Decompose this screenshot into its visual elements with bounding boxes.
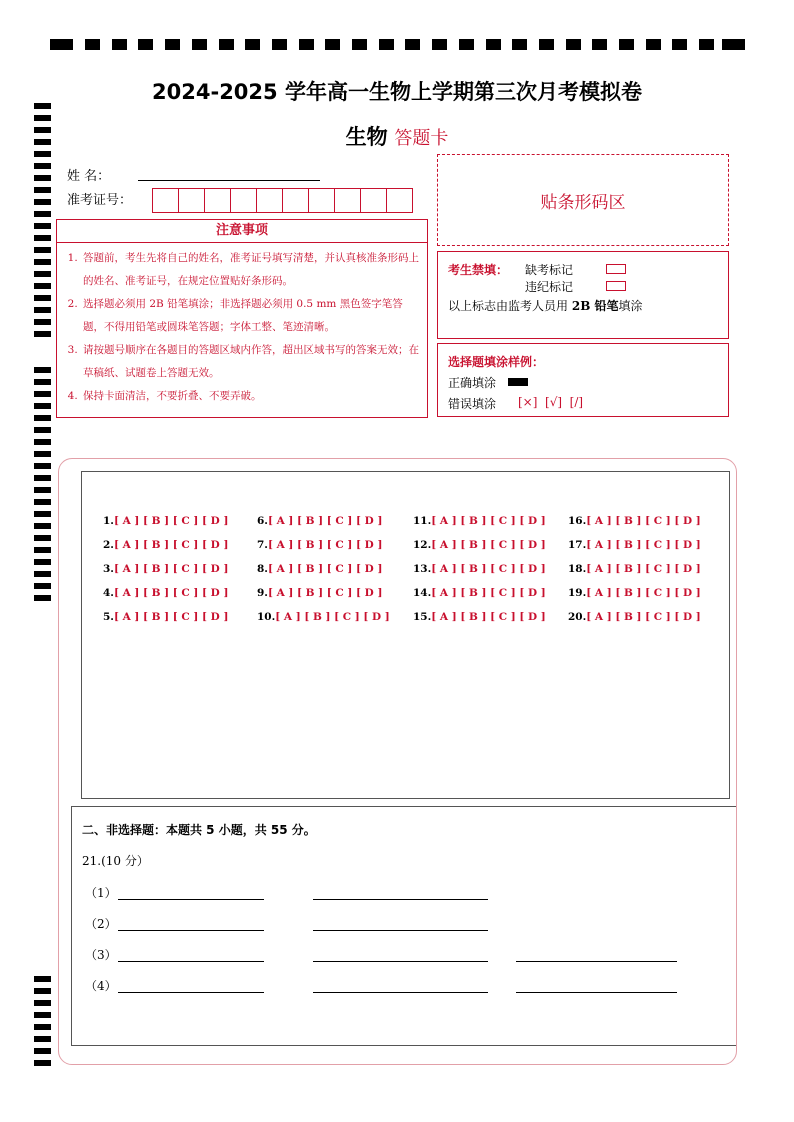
forbid-note-prefix: 以上标志由监考人员用 xyxy=(448,299,569,313)
answer-line[interactable] xyxy=(118,992,264,993)
sample-title: 选择题填涂样例： xyxy=(448,355,545,369)
violation-mark-box[interactable] xyxy=(606,281,626,291)
question-number: 1. xyxy=(103,515,114,527)
choice-options[interactable]: [ A ] [ B ] [ C ] [ D ] xyxy=(267,563,383,575)
timing-mark xyxy=(34,151,51,157)
timing-mark xyxy=(432,39,447,50)
timing-mark xyxy=(245,39,260,50)
barcode-area xyxy=(437,154,729,246)
answer-line[interactable] xyxy=(516,992,677,993)
timing-mark xyxy=(379,39,394,50)
timing-mark xyxy=(34,283,51,289)
forbid-note-bold: 2B 铅笔 xyxy=(571,299,619,313)
choice-question-1[interactable] xyxy=(103,515,228,527)
answer-line[interactable] xyxy=(118,961,264,962)
choice-options[interactable]: [ A ] [ B ] [ C ] [ D ] xyxy=(113,563,229,575)
choice-question-10[interactable] xyxy=(257,611,390,623)
timing-mark xyxy=(34,271,51,277)
timing-mark xyxy=(352,39,367,50)
question-number: 3. xyxy=(103,563,114,575)
id-digit-box[interactable] xyxy=(308,188,335,213)
timing-mark xyxy=(34,1048,51,1054)
timing-mark xyxy=(34,163,51,169)
barcode-label: 贴条形码区 xyxy=(540,192,626,213)
choice-options[interactable]: [ A ] [ B ] [ C ] [ D ] xyxy=(267,587,383,599)
choice-options[interactable]: [ A ] [ B ] [ C ] [ D ] xyxy=(586,611,701,623)
choice-options[interactable]: [ A ] [ B ] [ C ] [ D ] xyxy=(113,515,229,527)
choice-question-9[interactable] xyxy=(257,587,382,599)
choice-question-5[interactable] xyxy=(103,611,228,623)
question-number: 12. xyxy=(413,539,432,551)
timing-mark xyxy=(405,39,420,50)
timing-mark xyxy=(34,1060,51,1066)
question-number: 11. xyxy=(413,515,432,527)
choice-question-15[interactable] xyxy=(413,611,546,623)
timing-mark xyxy=(34,547,51,553)
question-number: 14. xyxy=(413,587,432,599)
timing-mark xyxy=(34,511,51,517)
id-digit-box[interactable] xyxy=(204,188,231,213)
choice-question-7[interactable] xyxy=(257,539,382,551)
note-item: 3. 请按题号顺序在各题目的答题区域内作答，超出区域书写的答案无效；在草稿纸、试题卷上答题无效。 xyxy=(81,339,419,385)
choice-options[interactable]: [ A ] [ B ] [ C ] [ D ] xyxy=(586,587,701,599)
choice-options[interactable]: [ A ] [ B ] [ C ] [ D ] xyxy=(586,539,701,551)
timing-mark xyxy=(50,39,73,50)
timing-marks-left-2 xyxy=(34,367,51,607)
choice-options[interactable]: [ A ] [ B ] [ C ] [ D ] xyxy=(431,563,546,575)
timing-marks-left-3 xyxy=(34,976,51,1072)
timing-mark xyxy=(34,523,51,529)
notes-panel xyxy=(56,219,428,418)
id-digit-box[interactable] xyxy=(152,188,179,213)
timing-mark xyxy=(34,463,51,469)
timing-mark xyxy=(34,295,51,301)
section2-title: 二、非选择题：本题共 5 小题，共 55 分。 xyxy=(82,823,316,837)
question-21-label: 21.(10 分） xyxy=(82,854,149,868)
wrong-marks: [×] [√] [/] xyxy=(518,395,584,409)
forbid-note xyxy=(448,297,643,314)
part-label: （3） xyxy=(85,948,117,962)
timing-mark xyxy=(34,475,51,481)
id-digit-box[interactable] xyxy=(360,188,387,213)
timing-mark xyxy=(112,39,127,50)
timing-mark xyxy=(566,39,581,50)
id-number-boxes[interactable] xyxy=(152,188,412,212)
part-label: （2） xyxy=(85,917,117,931)
timing-mark xyxy=(34,379,51,385)
timing-mark xyxy=(34,451,51,457)
choice-question-14[interactable] xyxy=(413,587,546,599)
timing-mark xyxy=(34,595,51,601)
timing-mark xyxy=(34,247,51,253)
timing-mark xyxy=(34,199,51,205)
choice-options[interactable]: [ A ] [ B ] [ C ] [ D ] xyxy=(431,515,546,527)
question-number: 15. xyxy=(413,611,432,623)
timing-mark xyxy=(539,39,554,50)
choice-options[interactable]: [ A ] [ B ] [ C ] [ D ] xyxy=(113,539,229,551)
question-number: 17. xyxy=(568,539,587,551)
answer-line[interactable] xyxy=(313,961,488,962)
question-number: 5. xyxy=(103,611,114,623)
choice-options[interactable]: [ A ] [ B ] [ C ] [ D ] xyxy=(431,611,546,623)
answer-line[interactable] xyxy=(313,930,488,931)
choice-options[interactable]: [ A ] [ B ] [ C ] [ D ] xyxy=(431,539,546,551)
name-label: 姓 名： xyxy=(67,169,111,184)
id-digit-box[interactable] xyxy=(334,188,361,213)
timing-mark xyxy=(34,1036,51,1042)
timing-mark xyxy=(34,988,51,994)
timing-mark xyxy=(34,535,51,541)
timing-mark xyxy=(34,211,51,217)
timing-mark xyxy=(34,415,51,421)
timing-mark xyxy=(34,583,51,589)
question-number: 16. xyxy=(568,515,587,527)
timing-marks-top xyxy=(50,39,745,50)
answer-line[interactable] xyxy=(516,961,677,962)
timing-mark xyxy=(34,427,51,433)
timing-mark xyxy=(592,39,607,50)
subject-label: 生物 xyxy=(345,125,388,149)
timing-mark xyxy=(138,39,153,50)
timing-mark xyxy=(34,235,51,241)
timing-mark xyxy=(34,319,51,325)
timing-mark xyxy=(34,559,51,565)
choice-question-19[interactable] xyxy=(568,587,701,599)
name-field[interactable] xyxy=(138,165,320,181)
timing-mark xyxy=(34,439,51,445)
timing-mark xyxy=(219,39,234,50)
forbid-title: 考生禁填： xyxy=(448,263,509,277)
absent-mark-box[interactable] xyxy=(606,264,626,274)
choice-question-17[interactable] xyxy=(568,539,701,551)
choice-question-11[interactable] xyxy=(413,515,546,527)
timing-mark xyxy=(34,1000,51,1006)
question-number: 13. xyxy=(413,563,432,575)
absent-label: 缺考标记 xyxy=(525,263,574,277)
correct-fill-sample xyxy=(508,378,528,386)
timing-mark xyxy=(34,391,51,397)
forbid-note-suffix: 填涂 xyxy=(618,299,643,313)
timing-mark xyxy=(34,499,51,505)
timing-mark xyxy=(459,39,474,50)
choice-question-16[interactable] xyxy=(568,515,701,527)
choice-options[interactable]: [ A ] [ B ] [ C ] [ D ] xyxy=(586,563,701,575)
choice-question-2[interactable] xyxy=(103,539,228,551)
correct-label: 正确填涂 xyxy=(448,376,497,390)
notes-title: 注意事项 xyxy=(57,220,427,243)
note-item: 4. 保持卡面清洁，不要折叠、不要弄破。 xyxy=(81,385,419,408)
answer-line[interactable] xyxy=(118,930,264,931)
choice-question-18[interactable] xyxy=(568,563,701,575)
id-digit-box[interactable] xyxy=(178,188,205,213)
violation-label: 违纪标记 xyxy=(525,280,574,294)
timing-mark xyxy=(165,39,180,50)
question-number: 4. xyxy=(103,587,114,599)
question-number: 20. xyxy=(568,611,587,623)
timing-mark xyxy=(192,39,207,50)
choice-options[interactable]: [ A ] [ B ] [ C ] [ D ] xyxy=(586,515,701,527)
wrong-label: 错误填涂 xyxy=(448,397,497,411)
timing-mark xyxy=(34,1012,51,1018)
timing-mark xyxy=(486,39,501,50)
answer-line[interactable] xyxy=(118,899,264,900)
timing-mark xyxy=(34,307,51,313)
choice-question-8[interactable] xyxy=(257,563,382,575)
choice-question-4[interactable] xyxy=(103,587,228,599)
timing-mark xyxy=(619,39,634,50)
timing-mark xyxy=(34,175,51,181)
question-number: 10. xyxy=(257,611,276,623)
timing-mark xyxy=(34,976,51,982)
page-subtitle xyxy=(0,121,794,151)
part-label: （4） xyxy=(85,979,117,993)
question-number: 6. xyxy=(257,515,268,527)
non-choice-section xyxy=(71,806,736,1046)
choice-question-20[interactable] xyxy=(568,611,701,623)
timing-mark xyxy=(512,39,527,50)
question-number: 8. xyxy=(257,563,268,575)
choice-question-6[interactable] xyxy=(257,515,382,527)
sample-panel xyxy=(437,343,729,417)
id-digit-box[interactable] xyxy=(282,188,309,213)
timing-mark xyxy=(34,487,51,493)
question-number: 7. xyxy=(257,539,268,551)
timing-mark xyxy=(34,403,51,409)
timing-mark xyxy=(722,39,745,50)
timing-mark xyxy=(34,187,51,193)
choice-options[interactable]: [ A ] [ B ] [ C ] [ D ] xyxy=(267,539,383,551)
forbid-panel xyxy=(437,251,729,339)
choice-question-12[interactable] xyxy=(413,539,546,551)
timing-mark xyxy=(325,39,340,50)
question-number: 9. xyxy=(257,587,268,599)
timing-mark xyxy=(672,39,687,50)
choice-question-13[interactable] xyxy=(413,563,546,575)
id-digit-box[interactable] xyxy=(230,188,257,213)
page-title: 2024-2025 学年高一生物上学期第三次月考模拟卷 xyxy=(152,80,642,104)
id-digit-box[interactable] xyxy=(386,188,413,213)
timing-mark xyxy=(34,331,51,337)
choice-options[interactable]: [ A ] [ B ] [ C ] [ D ] xyxy=(113,587,229,599)
choice-options[interactable]: [ A ] [ B ] [ C ] [ D ] xyxy=(275,611,390,623)
timing-mark xyxy=(34,259,51,265)
question-number: 2. xyxy=(103,539,114,551)
note-item: 1. 答题前，考生先将自己的姓名，准考证号填写清楚，并认真核准条形码上的姓名、准考证号，在规定位置贴好条形码。 xyxy=(81,247,419,293)
id-digit-box[interactable] xyxy=(256,188,283,213)
timing-mark xyxy=(85,39,100,50)
id-label: 准考证号： xyxy=(67,193,133,208)
card-label: 答题卡 xyxy=(394,128,449,149)
timing-mark xyxy=(299,39,314,50)
question-number: 19. xyxy=(568,587,587,599)
note-item: 2. 选择题必须用 2B 铅笔填涂；非选择题必须用 0.5 mm 黑色签字笔答题，不得用铅笔或圆珠笔答题；字体工整、笔迹清晰。 xyxy=(81,293,419,339)
choice-options[interactable]: [ A ] [ B ] [ C ] [ D ] xyxy=(113,611,229,623)
choice-question-3[interactable] xyxy=(103,563,228,575)
timing-mark xyxy=(34,571,51,577)
timing-mark xyxy=(34,223,51,229)
answer-line[interactable] xyxy=(313,992,488,993)
choice-options[interactable]: [ A ] [ B ] [ C ] [ D ] xyxy=(431,587,546,599)
timing-mark xyxy=(646,39,661,50)
part-label: （1） xyxy=(85,886,117,900)
choice-options[interactable]: [ A ] [ B ] [ C ] [ D ] xyxy=(267,515,383,527)
question-number: 18. xyxy=(568,563,587,575)
answer-line[interactable] xyxy=(313,899,488,900)
timing-mark xyxy=(699,39,714,50)
timing-mark xyxy=(34,1024,51,1030)
timing-mark xyxy=(272,39,287,50)
timing-mark xyxy=(34,367,51,373)
